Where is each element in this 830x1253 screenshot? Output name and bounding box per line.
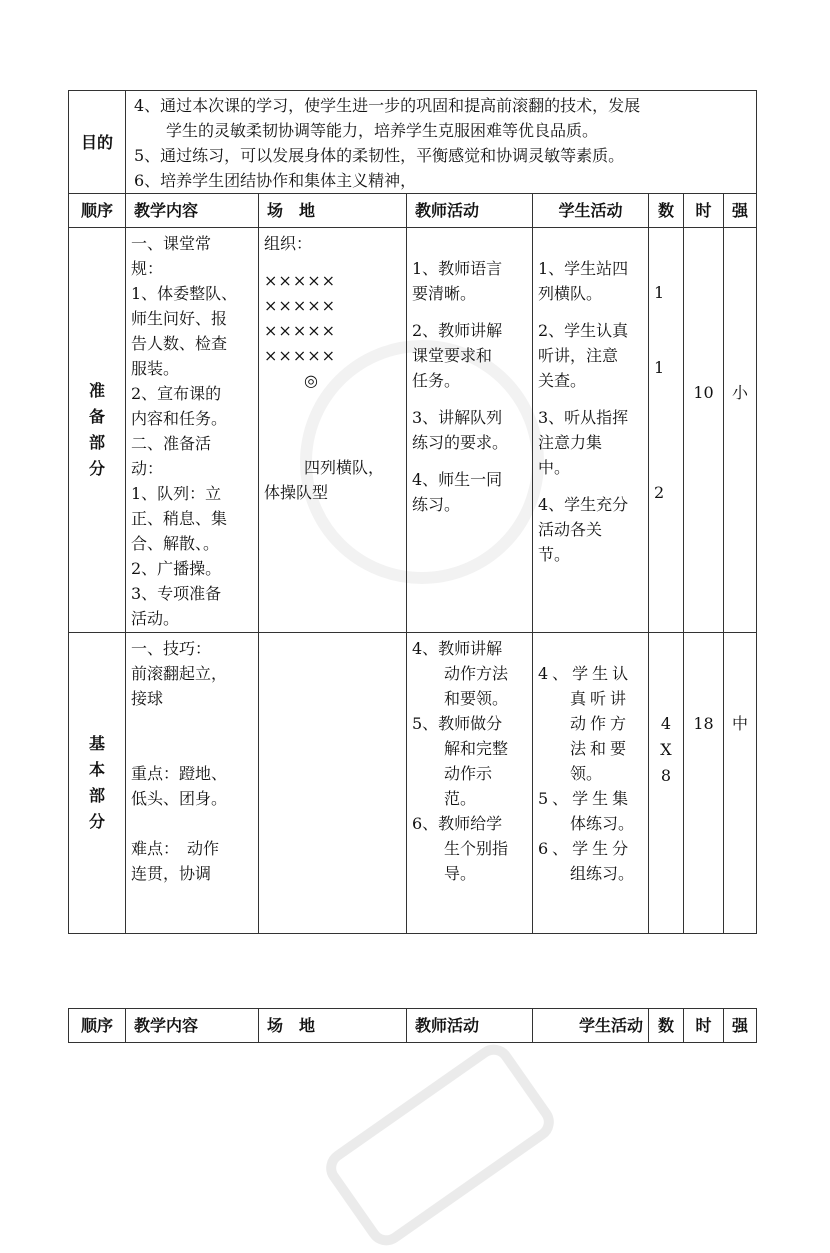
- lesson-plan-table: [68, 90, 757, 934]
- basic-student-line: 领。: [570, 764, 603, 783]
- header-order: 顺序: [69, 1009, 126, 1043]
- prep-content-line: 一、课堂常: [131, 234, 212, 253]
- objective-line-3: 5、通过练习，可以发展身体的柔韧性，平衡感觉和协调灵敏等素质。: [134, 146, 625, 165]
- prep-student-line: 听讲，注意: [538, 346, 619, 365]
- prep-teacher-line: 4、师生一同: [412, 470, 503, 489]
- venue-org-label: 组织：: [264, 234, 313, 253]
- basic-student-line: 组练习。: [570, 864, 635, 883]
- prep-content-line: 告人数、检查: [131, 334, 228, 353]
- prep-student-line: 2、学生认真: [538, 321, 629, 340]
- lesson-plan-table-2: [68, 1008, 757, 1043]
- prep-content-line: 活动。: [131, 609, 180, 628]
- header-count: 数: [649, 194, 684, 228]
- formation-row: ×××××: [264, 321, 337, 340]
- basic-teacher-line: 5、教师做分: [412, 714, 503, 733]
- prep-student-line: 中。: [538, 458, 571, 477]
- prep-teacher-line: 1、教师语言: [412, 259, 503, 278]
- venue-desc-2: 体操队型: [264, 483, 329, 502]
- prep-student-line: 4、学生充分: [538, 495, 629, 514]
- basic-venue: [259, 633, 407, 934]
- basic-content-line: 重点：蹬地、: [131, 764, 228, 783]
- prep-intensity: 小: [724, 228, 757, 633]
- header-count: 数: [649, 1009, 684, 1043]
- header-intensity: 强: [724, 1009, 757, 1043]
- basic-count: 4X8: [649, 633, 684, 934]
- header-content: 教学内容: [126, 1009, 259, 1043]
- prep-content-line: 二、准备活: [131, 434, 212, 453]
- formation-row: ×××××: [264, 296, 337, 315]
- prep-student-line: 列横队。: [538, 284, 603, 303]
- prep-teacher-line: 要清晰。: [412, 284, 477, 303]
- prep-student-line: 节。: [538, 545, 571, 564]
- prep-content-line: 2、宣布课的: [131, 384, 222, 403]
- prep-row: [69, 228, 757, 633]
- prep-content-line: 服装。: [131, 359, 180, 378]
- prep-content: [126, 228, 259, 633]
- prep-label: 准备部分: [69, 228, 126, 633]
- prep-student-line: 注意力集: [538, 433, 603, 452]
- prep-content-line: 3、专项准备: [131, 584, 222, 603]
- basic-student-line: 体练习。: [570, 814, 635, 833]
- basic-teacher-line: 动作示: [444, 764, 493, 783]
- basic-student-line: 5、学生集: [538, 789, 633, 808]
- prep-teacher-line: 任务。: [412, 371, 461, 390]
- prep-content-line: 1、体委整队、: [131, 284, 238, 303]
- basic-intensity: 中: [724, 633, 757, 934]
- prep-student-line: 关查。: [538, 371, 587, 390]
- header-time: 时: [684, 194, 724, 228]
- prep-teacher: [407, 228, 533, 633]
- prep-venue: [259, 228, 407, 633]
- prep-content-line: 内容和任务。: [131, 409, 228, 428]
- prep-content-line: 规：: [131, 259, 164, 278]
- basic-content-line: 难点： 动作: [131, 839, 220, 858]
- prep-count-1: 1: [654, 283, 665, 302]
- header-row-2: [69, 1009, 757, 1043]
- basic-content-line: 前滚翻起立，: [131, 664, 228, 683]
- header-row: [69, 194, 757, 228]
- formation-row: ×××××: [264, 346, 337, 365]
- header-student: 学生活动: [533, 194, 649, 228]
- basic-student-line: 动作方: [570, 714, 631, 733]
- prep-student-line: 1、学生站四: [538, 259, 629, 278]
- basic-teacher-line: 动作方法: [444, 664, 509, 683]
- prep-student-line: 活动各关: [538, 520, 603, 539]
- basic-student-line: 6、学生分: [538, 839, 633, 858]
- header-venue: 场 地: [259, 1009, 407, 1043]
- basic-teacher-line: 解和完整: [444, 739, 509, 758]
- objective-line-1: 4、通过本次课的学习，使学生进一步的巩固和提高前滚翻的技术，发展: [134, 96, 641, 115]
- basic-student: [533, 633, 649, 934]
- basic-teacher-line: 4、教师讲解: [412, 639, 503, 658]
- basic-content-line: 接球: [131, 689, 164, 708]
- prep-teacher-line: 练习。: [412, 495, 461, 514]
- header-content: 教学内容: [126, 194, 259, 228]
- header-intensity: 强: [724, 194, 757, 228]
- header-teacher: 教师活动: [407, 194, 533, 228]
- prep-teacher-line: 3、讲解队列: [412, 408, 503, 427]
- basic-teacher-line: 范。: [444, 789, 477, 808]
- prep-content-line: 1、队列：立: [131, 484, 222, 503]
- objective-line-2: 学生的灵敏柔韧协调等能力，培养学生克服困难等优良品质。: [166, 121, 599, 140]
- header-venue: 场 地: [259, 194, 407, 228]
- prep-student: [533, 228, 649, 633]
- header-student: 学生活动: [533, 1009, 649, 1043]
- basic-label: 基本部分: [69, 633, 126, 934]
- teacher-position-mark: ◎: [304, 371, 318, 390]
- prep-time: 10: [684, 228, 724, 633]
- prep-teacher-line: 练习的要求。: [412, 433, 509, 452]
- objective-text: [126, 91, 757, 194]
- prep-teacher-line: 课堂要求和: [412, 346, 493, 365]
- objective-line-4: 6、培养学生团结协作和集体主义精神，: [134, 171, 417, 190]
- prep-content-line: 动：: [131, 459, 164, 478]
- basic-teacher-line: 生个别指: [444, 839, 509, 858]
- prep-teacher-line: 2、教师讲解: [412, 321, 503, 340]
- basic-content-line: 一、技巧：: [131, 639, 212, 658]
- objective-row: [69, 91, 757, 194]
- basic-student-line: 法和要: [570, 739, 631, 758]
- prep-count: [649, 228, 684, 633]
- basic-row: [69, 633, 757, 934]
- prep-student-line: 3、听从指挥: [538, 408, 629, 427]
- venue-desc-1: 四列横队，: [304, 458, 385, 477]
- basic-teacher-line: 和要领。: [444, 689, 509, 708]
- prep-count-2: 1: [654, 358, 665, 377]
- prep-content-line: 2、广播操。: [131, 559, 222, 578]
- basic-content-line: 低头、团身。: [131, 789, 228, 808]
- basic-content: [126, 633, 259, 934]
- header-teacher: 教师活动: [407, 1009, 533, 1043]
- basic-time: 18: [684, 633, 724, 934]
- header-order: 顺序: [69, 194, 126, 228]
- prep-content-line: 合、解散、。: [131, 534, 220, 553]
- prep-content-line: 正、稍息、集: [131, 509, 228, 528]
- watermark-stamp: [318, 1037, 561, 1253]
- prep-count-3: 2: [654, 483, 665, 502]
- objective-label: 目的: [69, 91, 126, 194]
- basic-teacher-line: 导。: [444, 864, 477, 883]
- prep-content-line: 师生问好、报: [131, 309, 228, 328]
- basic-content-line: 连贯，协调: [131, 864, 212, 883]
- basic-student-line: 4、学生认: [538, 664, 633, 683]
- basic-teacher: [407, 633, 533, 934]
- header-time: 时: [684, 1009, 724, 1043]
- basic-teacher-line: 6、教师给学: [412, 814, 503, 833]
- basic-student-line: 真听讲: [570, 689, 631, 708]
- formation-row: ×××××: [264, 271, 337, 290]
